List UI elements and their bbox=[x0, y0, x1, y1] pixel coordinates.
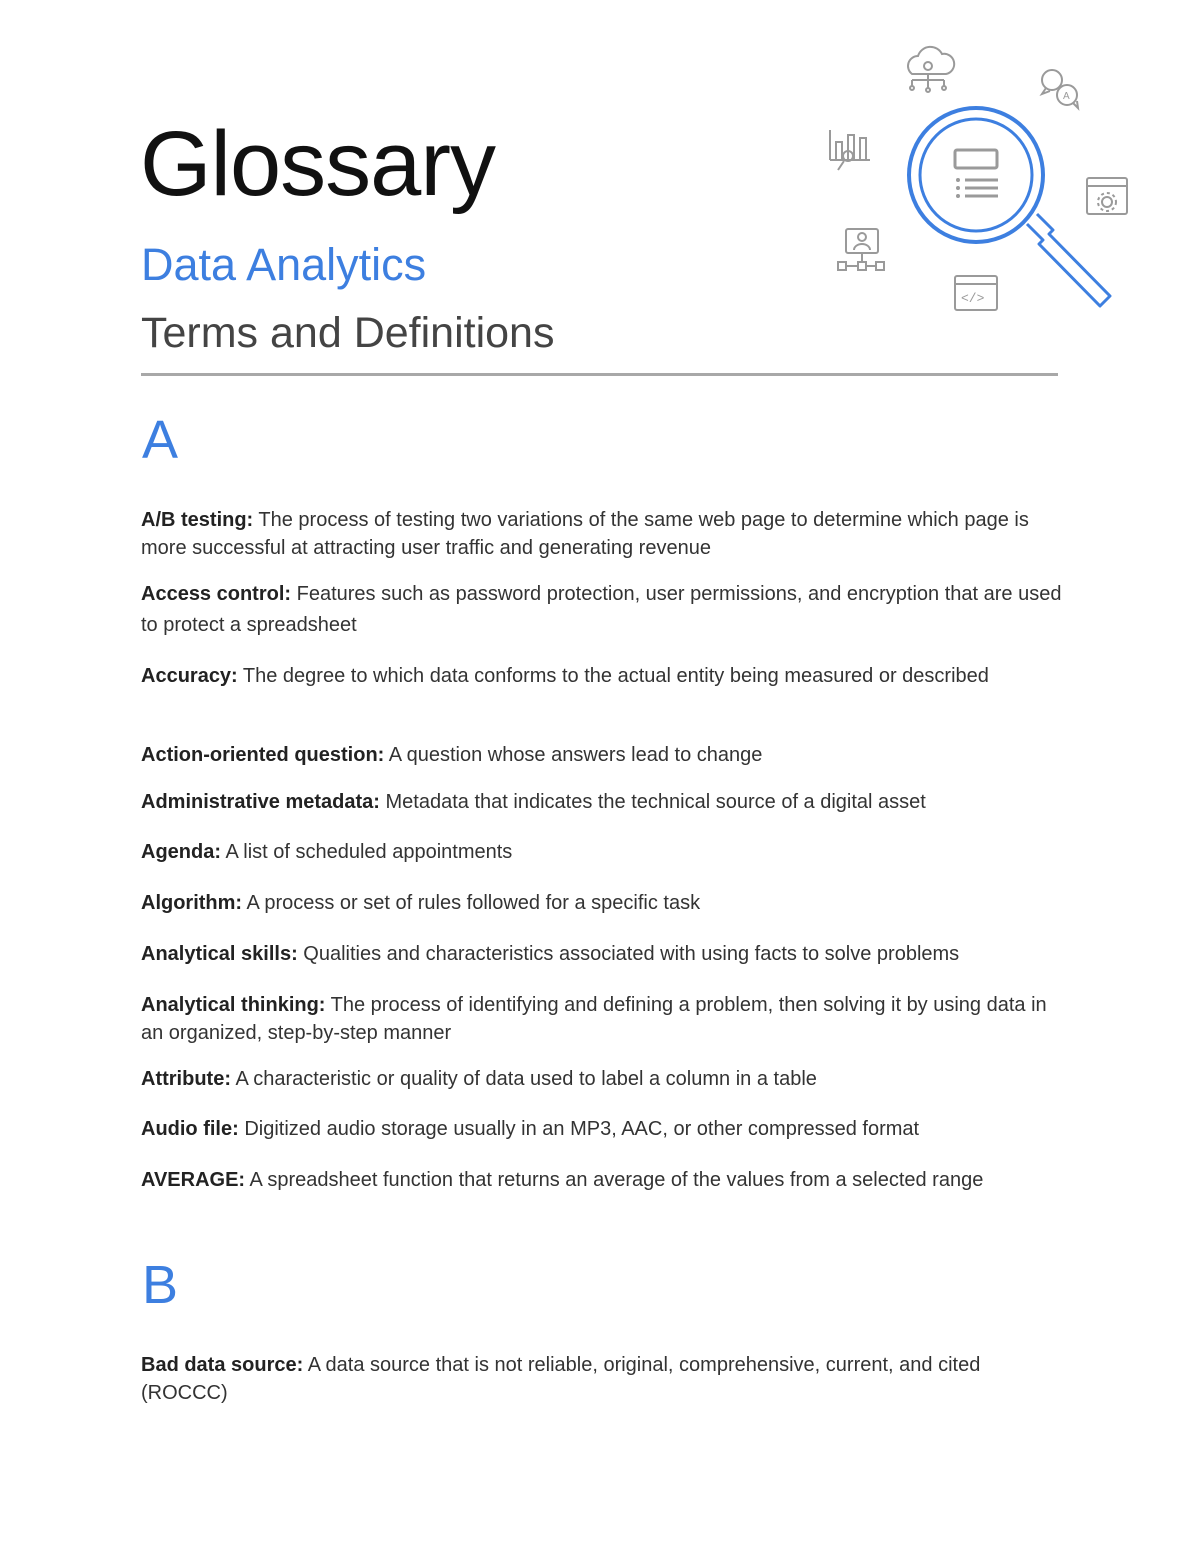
entry-term: Audio file: bbox=[141, 1118, 239, 1140]
entry-definition: A data source that is not reliable, original, comprehensive, current, and cited (ROCCC) bbox=[141, 1354, 981, 1404]
entry-definition: Metadata that indicates the technical source of a digital asset bbox=[379, 791, 926, 813]
entry-definition: The degree to which data conforms to the actual entity being measured or described bbox=[237, 665, 989, 687]
entry-term: Action-oriented question: bbox=[141, 744, 385, 766]
glossary-entry bbox=[141, 1165, 1071, 1196]
page-subtitle: Data Analytics bbox=[141, 239, 427, 290]
entry-definition: The process of testing two variations of the same web page to determine which page is more successful at attracting user traffic and generating revenue bbox=[141, 509, 1029, 559]
entry-definition: A process or set of rules followed for a specific task bbox=[242, 892, 701, 914]
page-subheading: Terms and Definitions bbox=[141, 309, 555, 357]
entry-definition: A question whose answers lead to change bbox=[384, 744, 763, 766]
page-title: Glossary bbox=[140, 113, 495, 215]
glossary-entry bbox=[141, 838, 1071, 866]
entry-definition: A list of scheduled appointments bbox=[221, 841, 513, 863]
cloud-network-icon bbox=[908, 47, 954, 92]
entry-definition: A spreadsheet function that returns an average of the values from a selected range bbox=[245, 1169, 984, 1191]
glossary-entry bbox=[141, 991, 1071, 1047]
glossary-entry bbox=[141, 741, 1071, 769]
entry-term: AVERAGE: bbox=[141, 1169, 246, 1191]
chat-bubbles-icon bbox=[1042, 70, 1078, 108]
section-letter-a: A bbox=[142, 410, 179, 470]
entry-term: A/B testing: bbox=[141, 509, 254, 531]
svg-text:A: A bbox=[1063, 91, 1070, 102]
entry-term: Attribute: bbox=[141, 1068, 231, 1090]
code-window-icon bbox=[955, 276, 997, 310]
section-letter-b: B bbox=[142, 1255, 179, 1315]
entry-term: Accuracy: bbox=[141, 665, 238, 687]
glossary-entry bbox=[141, 579, 1071, 641]
magnifier-icon bbox=[909, 108, 1110, 306]
bar-chart-icon bbox=[830, 130, 870, 170]
entry-term: Algorithm: bbox=[141, 892, 243, 914]
entry-term: Administrative metadata: bbox=[141, 791, 380, 813]
glossary-entry bbox=[141, 1065, 1071, 1093]
glossary-entry bbox=[141, 940, 1071, 968]
header-illustration bbox=[820, 40, 1140, 340]
entry-term: Analytical thinking: bbox=[141, 994, 326, 1016]
entry-definition: The process of identifying and defining a problem, then solving it by using data in an organized, step-by-step manner bbox=[141, 994, 1047, 1044]
entry-definition: Features such as password protection, user permissions, and encryption that are used to protect a spreadsheet bbox=[141, 583, 1062, 636]
entry-term: Analytical skills: bbox=[141, 943, 298, 965]
glossary-entry bbox=[141, 1115, 1071, 1143]
entry-definition: Qualities and characteristics associated with using facts to solve problems bbox=[297, 943, 960, 965]
glossary-entry bbox=[141, 889, 1071, 917]
org-chart-icon bbox=[838, 229, 884, 270]
glossary-entry bbox=[141, 661, 1071, 692]
entry-term: Bad data source: bbox=[141, 1354, 304, 1376]
glossary-entry bbox=[141, 506, 1071, 562]
entry-definition: A characteristic or quality of data used to label a column in a table bbox=[230, 1068, 817, 1090]
settings-window-icon bbox=[1087, 178, 1127, 214]
entry-term: Access control: bbox=[141, 583, 292, 605]
glossary-entry bbox=[141, 788, 1071, 816]
divider bbox=[141, 373, 1058, 376]
svg-text:</>: </> bbox=[961, 291, 985, 306]
entry-term: Agenda: bbox=[141, 841, 221, 863]
glossary-entry bbox=[141, 1351, 1071, 1407]
entry-definition: Digitized audio storage usually in an MP3, AAC, or other compressed format bbox=[238, 1118, 920, 1140]
